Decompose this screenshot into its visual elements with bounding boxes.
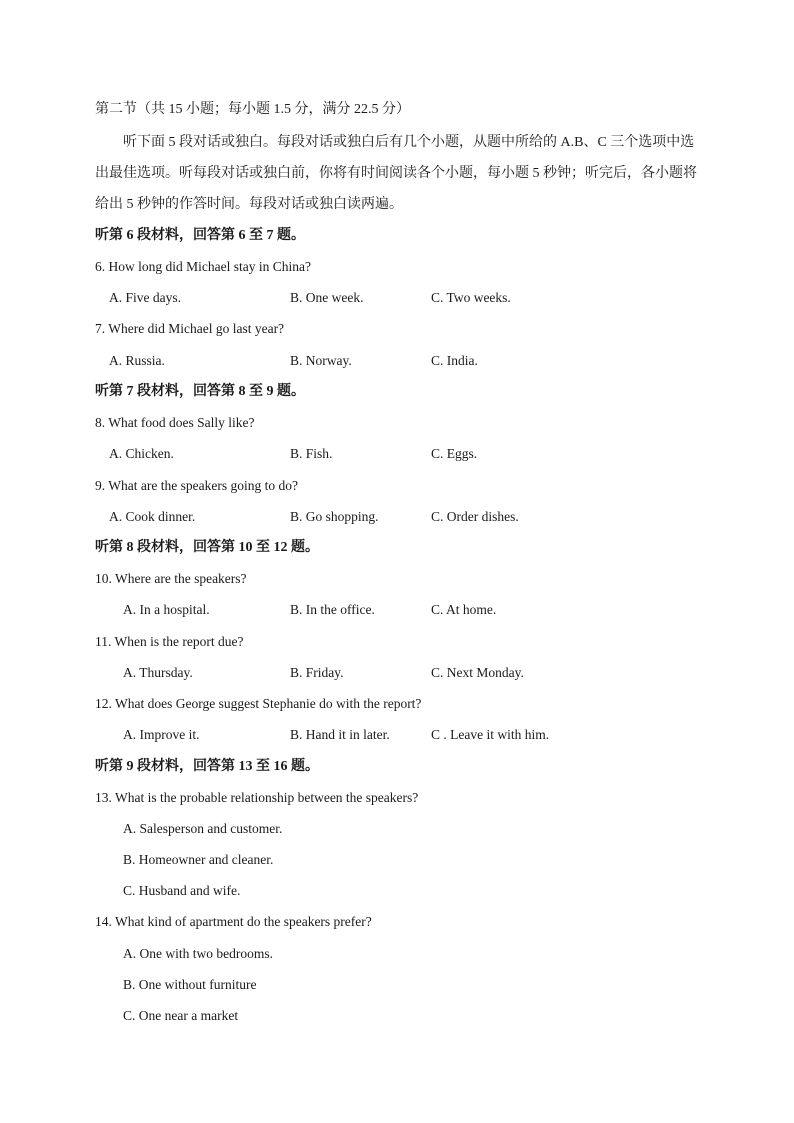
- question-13-option-c: C. Husband and wife.: [123, 883, 241, 898]
- question-9-option-c: C. Order dishes.: [431, 509, 519, 524]
- question-14-option-c: C. One near a market: [123, 1008, 239, 1023]
- question-12-option-b: B. Hand it in later.: [290, 727, 390, 742]
- question-12-option-a: A. Improve it.: [123, 727, 200, 742]
- question-12-option-c: C . Leave it with him.: [431, 727, 550, 742]
- material-9-header: 听第 9 段材料，回答第 13 至 16 题。: [95, 759, 319, 774]
- question-13-option-b: B. Homeowner and cleaner.: [123, 852, 274, 867]
- question-6: 6. How long did Michael stay in China?: [95, 259, 311, 274]
- question-8-option-c: C. Eggs.: [431, 446, 478, 461]
- question-11: 11. When is the report due?: [95, 634, 244, 649]
- question-10-option-c: C. At home.: [431, 602, 497, 617]
- question-8-option-b: B. Fish.: [290, 446, 333, 461]
- material-7-header: 听第 7 段材料，回答第 8 至 9 题。: [95, 384, 305, 399]
- question-14-option-a: A. One with two bedrooms.: [123, 946, 273, 961]
- question-10-option-b: B. In the office.: [290, 602, 375, 617]
- instruction-line-2: 出最佳选项。听每段对话或独白前，你将有时间阅读各个小题，每小题 5 秒钟；听完后，各小题将: [95, 166, 697, 181]
- question-8: 8. What food does Sally like?: [95, 415, 255, 430]
- question-11-option-c: C. Next Monday.: [431, 665, 524, 680]
- material-8-header: 听第 8 段材料，回答第 10 至 12 题。: [95, 540, 319, 555]
- question-10-option-a: A. In a hospital.: [123, 602, 210, 617]
- question-8-option-a: A. Chicken.: [109, 446, 174, 461]
- instruction-line-1: 听下面 5 段对话或独白。每段对话或独白后有几个小题，从题中所给的 A.B、C 三个选项中选: [123, 135, 695, 150]
- section-title: 第二节（共 15 小题；每小题 1.5 分，满分 22.5 分）: [95, 102, 410, 117]
- question-7-option-b: B. Norway.: [290, 353, 352, 368]
- instruction-line-3: 给出 5 秒钟的作答时间。每段对话或独白读两遍。: [95, 197, 403, 212]
- question-9-option-b: B. Go shopping.: [290, 509, 379, 524]
- question-6-option-b: B. One week.: [290, 290, 364, 305]
- question-14-option-b: B. One without furniture: [123, 977, 257, 992]
- material-6-header: 听第 6 段材料，回答第 6 至 7 题。: [95, 228, 305, 243]
- question-13-option-a: A. Salesperson and customer.: [123, 821, 283, 836]
- question-7-option-a: A. Russia.: [109, 353, 165, 368]
- question-14: 14. What kind of apartment do the speakers prefer?: [95, 914, 372, 929]
- question-6-option-c: C. Two weeks.: [431, 290, 511, 305]
- question-12: 12. What does George suggest Stephanie do with the report?: [95, 696, 422, 711]
- question-9-option-a: A. Cook dinner.: [109, 509, 196, 524]
- question-7-option-c: C. India.: [431, 353, 478, 368]
- question-10: 10. Where are the speakers?: [95, 571, 247, 586]
- question-7: 7. Where did Michael go last year?: [95, 321, 285, 336]
- question-9: 9. What are the speakers going to do?: [95, 478, 298, 493]
- question-11-option-b: B. Friday.: [290, 665, 344, 680]
- question-11-option-a: A. Thursday.: [123, 665, 193, 680]
- question-13: 13. What is the probable relationship between the speakers?: [95, 790, 419, 805]
- question-6-option-a: A. Five days.: [109, 290, 181, 305]
